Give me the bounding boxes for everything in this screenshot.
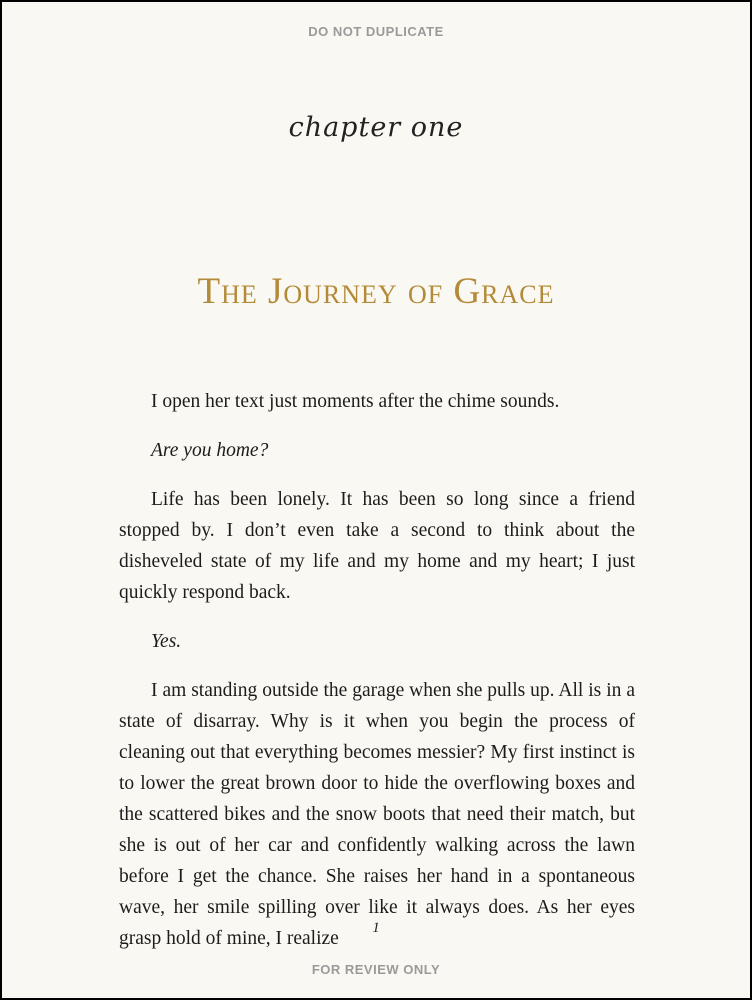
paragraph-italic: Yes. [151, 631, 182, 652]
paragraph: I open her text just moments after the chime sounds. [151, 391, 560, 412]
paragraph-italic: Are you home? [151, 440, 269, 461]
watermark-top: DO NOT DUPLICATE [308, 24, 444, 39]
watermark-bottom: FOR REVIEW ONLY [311, 962, 441, 977]
chapter-label: chapter one [288, 112, 464, 143]
paragraph: I am standing outside the garage when she pulls up. All is in a state of disarray. Why is it when you begin the process of cleaning out that everything becomes messier? My first instinct is to lower the great brown door to hide the overflowing boxes and the scattered bikes and the snow boots that need their match, but she is out of her car and confidently walking across the lawn before I get the chance. She raises her hand in a spontaneous wave, her smile spilling over like it always does. As her eyes grasp hold of mine, I realize [119, 680, 635, 949]
page-number: 1 [372, 920, 380, 936]
chapter-body [119, 386, 635, 954]
paragraph: Life has been lonely. It has been so long since a friend stopped by. I don’t even take a second to think about the disheveled state of my life and my home and my heart; I just quickly respond back. [119, 489, 635, 603]
chapter-title: The Journey of Grace [197, 271, 555, 312]
